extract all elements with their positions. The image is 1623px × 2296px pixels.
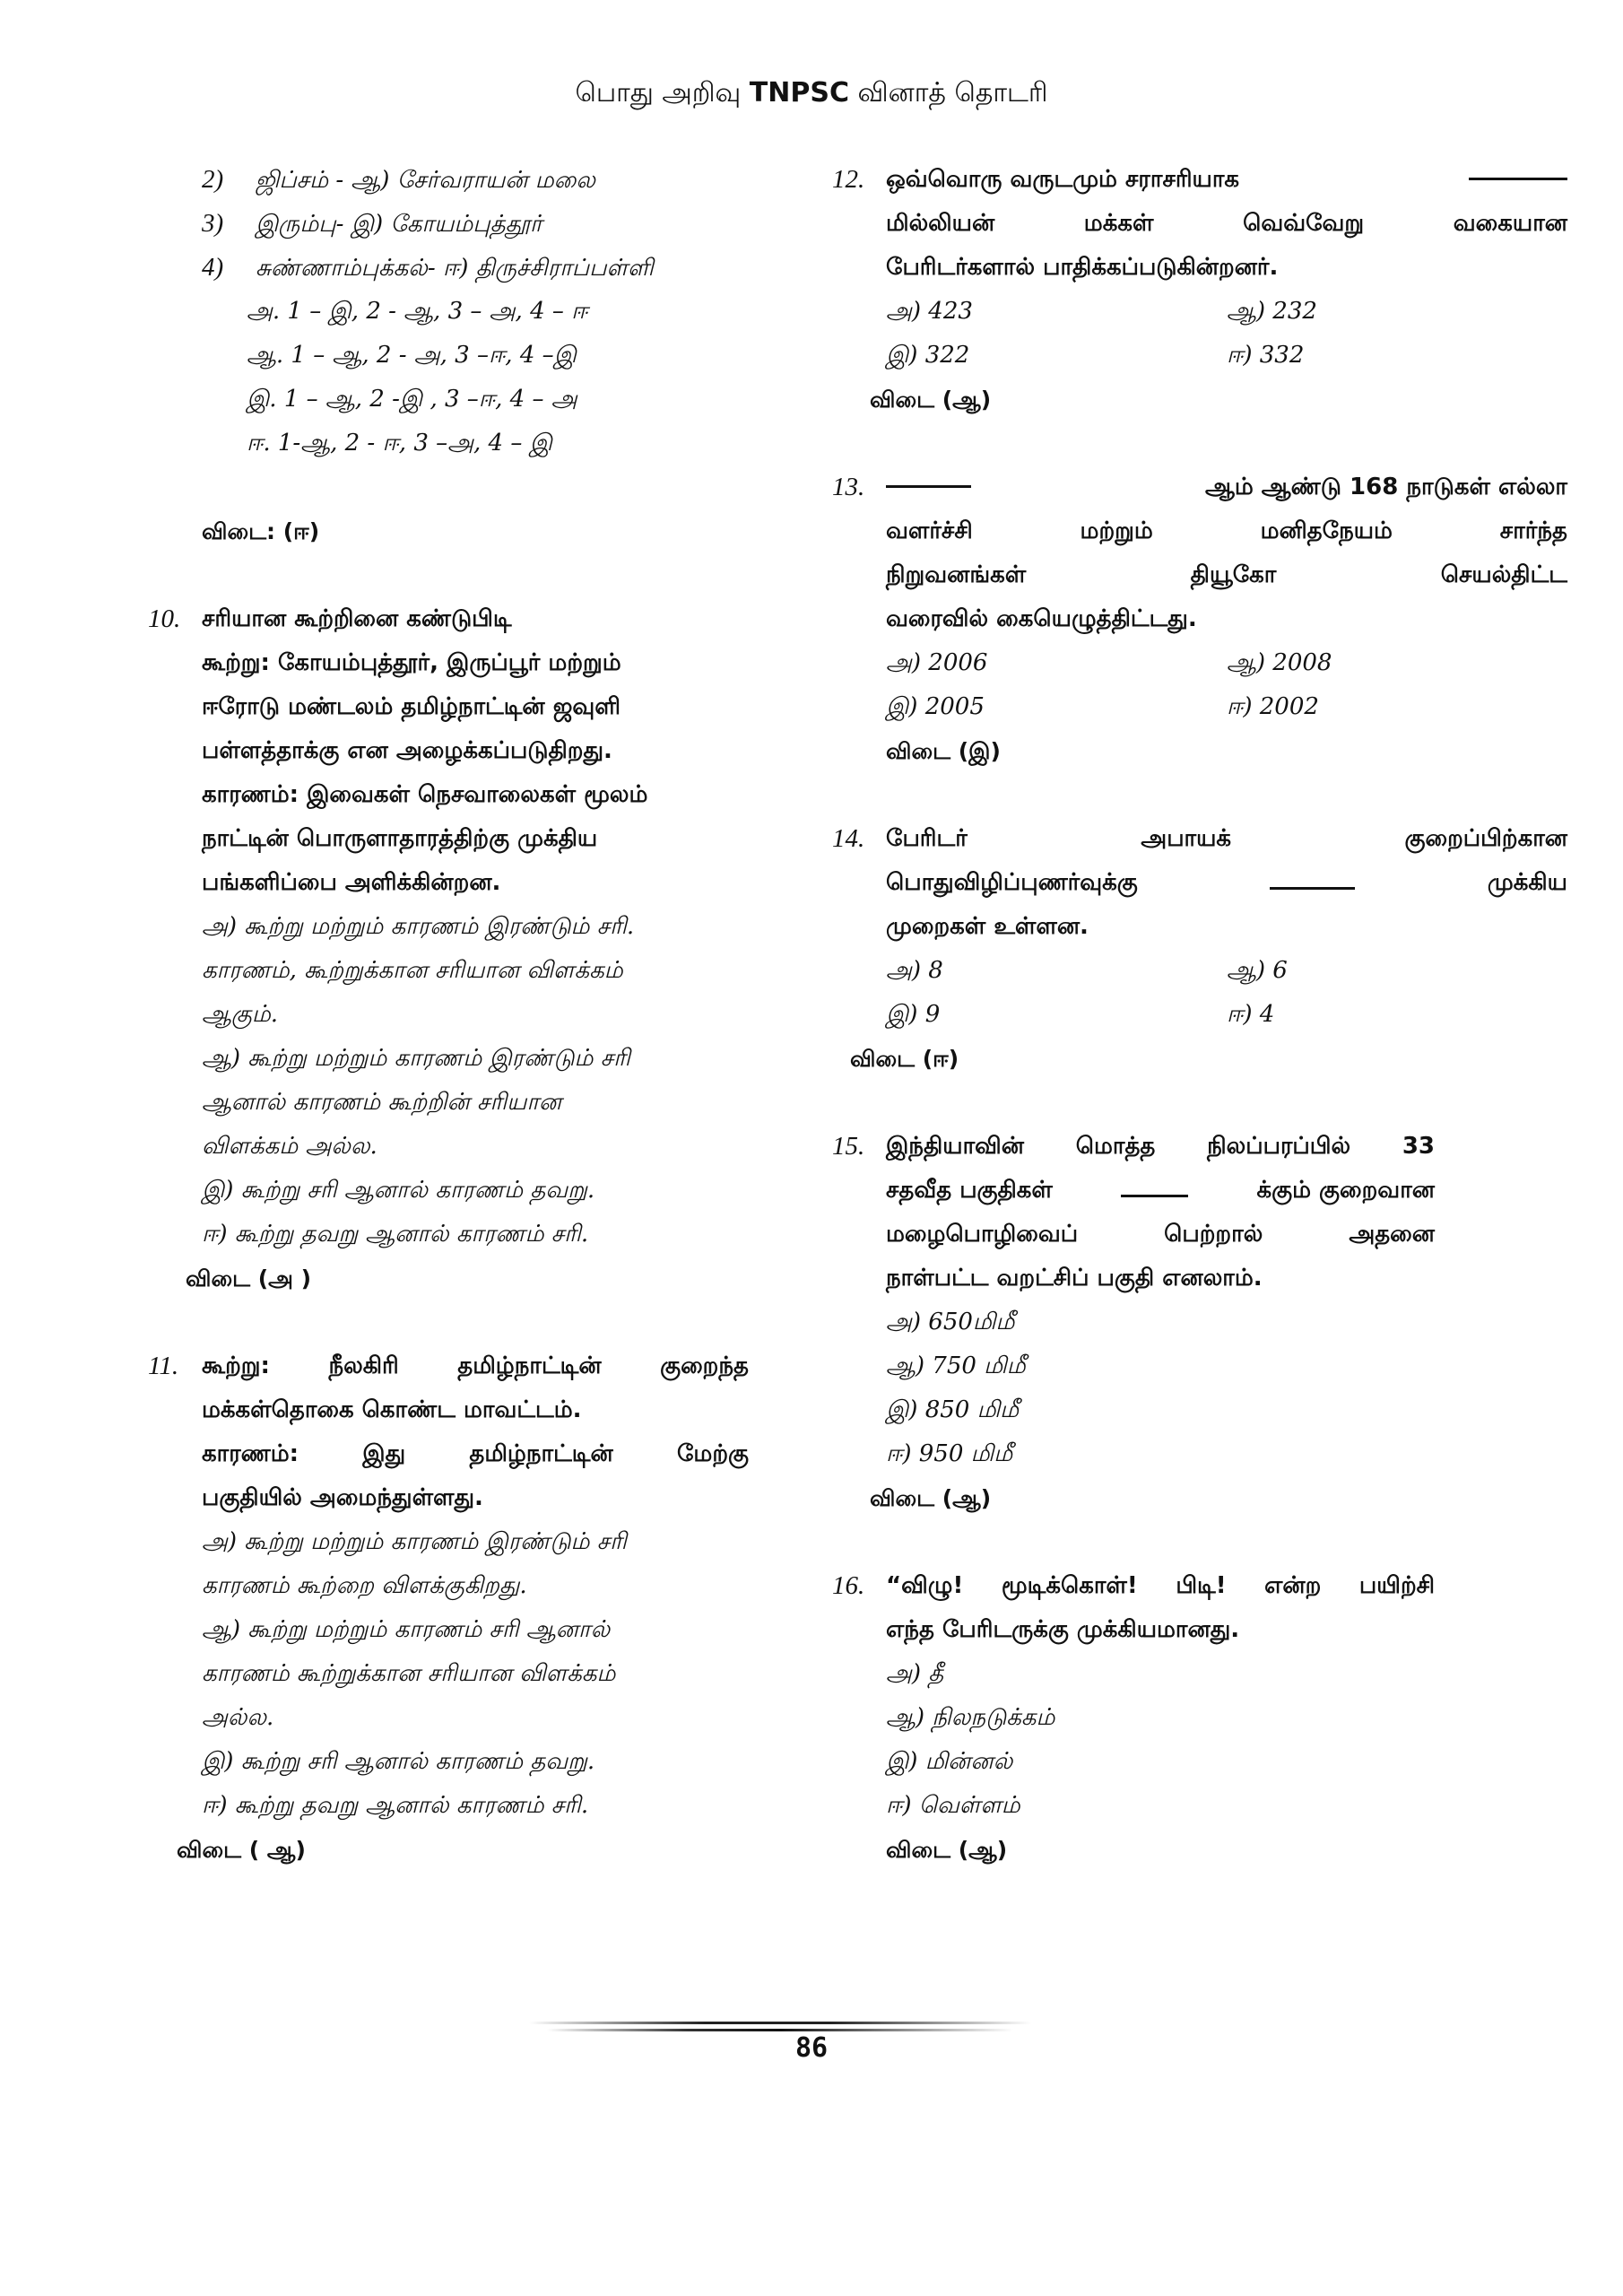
option: அ) 650மிமீ <box>886 1309 1015 1335</box>
option: ஈ) கூற்று தவறு ஆனால் காரணம் சரி. <box>202 1221 589 1248</box>
option: இ) 2005 <box>886 693 985 720</box>
question-text: பகுதியில் அமைந்துள்ளது. <box>202 1484 483 1511</box>
option: இ) கூற்று சரி ஆனால் காரணம் தவறு. <box>202 1748 595 1775</box>
question-text: இந்தியாவின் மொத்த நிலப்பரப்பில் 33 <box>886 1133 1435 1160</box>
question-9-continuation <box>148 158 749 553</box>
options-row <box>886 641 1567 685</box>
question-text: கூற்று: நீலகிரி தமிழ்நாட்டின் குறைந்த <box>202 1352 749 1379</box>
question-number: 16. <box>832 1571 865 1600</box>
left-column <box>148 158 749 1872</box>
question-text: சரியான கூற்றினை கண்டுபிடி <box>202 605 512 632</box>
option: ஆ) கூற்று மற்றும் காரணம் சரி ஆனால் <box>202 1616 611 1643</box>
option: ஈ) 332 <box>1227 342 1305 369</box>
question-text: மழைபொழிவைப் பெற்றால் அதனை <box>886 1221 1435 1248</box>
option: ஈ. 1-ஆ, 2 - ஈ, 3 –அ, 4 – இ <box>247 430 552 457</box>
option: காரணம், கூற்றுக்கான சரியான விளக்கம் <box>202 957 623 984</box>
fill-blank <box>1121 1175 1188 1197</box>
option: ஆ) கூற்று மற்றும் காரணம் இரண்டும் சரி <box>202 1045 630 1072</box>
header-title-prefix: பொது அறிவு <box>575 77 750 109</box>
page-number: 86 <box>794 2032 829 2064</box>
option: ஆகும். <box>202 1001 279 1028</box>
question-text: நாள்பட்ட வறட்சிப் பகுதி எனலாம். <box>886 1265 1263 1292</box>
match-item: 2) ஜிப்சம் - ஆ) சேர்வராயன் மலை <box>202 165 595 194</box>
option: அ) 8 <box>886 957 943 984</box>
question-text: ஈரோடு மண்டலம் தமிழ்நாட்டின் ஜவுளி <box>202 693 621 720</box>
answer: விடை (ஆ) <box>870 387 992 413</box>
answer: விடை (ஆ) <box>870 1485 992 1511</box>
option: ஆ) 2008 <box>1227 649 1332 676</box>
answer: விடை (ஆ) <box>886 1837 1008 1863</box>
options-row <box>886 685 1567 729</box>
match-item: 3) இரும்பு- இ) கோயம்புத்தூர் <box>202 209 542 238</box>
answer: விடை ( ஆ) <box>177 1837 306 1863</box>
answer: விடை: (ஈ) <box>202 518 320 544</box>
option: ஆ) நிலநடுக்கம் <box>886 1704 1055 1731</box>
option: ஆ. 1 – ஆ, 2 - அ, 3 –ஈ, 4 –இ <box>247 342 577 369</box>
option: ஆ) 750 மிமீ <box>886 1352 1026 1379</box>
question-text: நாட்டின் பொருளாதாரத்திற்கு முக்திய <box>202 825 598 852</box>
fill-blank <box>1270 867 1355 890</box>
question-text: ஒவ்வொரு வருடமும் சராசரியாக <box>886 166 1240 193</box>
question-number: 15. <box>832 1132 865 1161</box>
option: இ) 9 <box>886 1001 941 1028</box>
match-item: 4) சுண்ணாம்புக்கல்- ஈ) திருச்சிராப்பள்ளி <box>202 253 654 282</box>
question-text: வரைவில் கையெழுத்திட்டது. <box>886 605 1197 632</box>
option: ஈ) வெள்ளம் <box>886 1792 1020 1819</box>
question-text: காரணம்: இவைகள் நெசவாலைகள் மூலம் <box>202 781 648 808</box>
page-header <box>0 77 1623 112</box>
option: இ) 850 மிமீ <box>886 1396 1020 1423</box>
question-text: முறைகள் உள்ளன. <box>886 913 1089 940</box>
question-text: மக்கள்தொகை கொண்ட மாவட்டம். <box>202 1396 582 1423</box>
option: அ) 2006 <box>886 649 988 676</box>
option: அ) கூற்று மற்றும் காரணம் இரண்டும் சரி. <box>202 913 635 940</box>
option: ஈ) கூற்று தவறு ஆனால் காரணம் சரி. <box>202 1792 589 1819</box>
question-number: 10. <box>148 604 181 633</box>
option: இ) 322 <box>886 342 970 369</box>
option: ஆனால் காரணம் கூற்றின் சரியான <box>202 1089 562 1116</box>
options-row <box>886 334 1567 378</box>
option: அ) தீ <box>886 1660 944 1687</box>
question-text: சதவீத பகுதிகள் <box>886 1177 1053 1204</box>
option: ஈ) 4 <box>1227 1001 1275 1028</box>
question-16 <box>832 1564 1435 1872</box>
question-text: காரணம்: இது தமிழ்நாட்டின் மேற்கு <box>202 1440 749 1467</box>
header-title-suffix: வினாத் தொடரி <box>848 77 1048 109</box>
answer: விடை (அ ) <box>186 1265 312 1292</box>
question-text: ஆம் ஆண்டு 168 நாடுகள் எல்லா <box>1204 474 1567 500</box>
question-text: நிறுவனங்கள் தியூகோ செயல்திட்ட <box>886 561 1567 588</box>
options-row <box>886 993 1567 1037</box>
question-text: வளர்ச்சி மற்றும் மனிதநேயம் சார்ந்த <box>886 517 1567 544</box>
question-text: பொதுவிழிப்புணர்வுக்கு <box>886 869 1138 896</box>
question-number: 13. <box>832 473 865 501</box>
footer-divider <box>547 2029 1013 2031</box>
question-text: “விழு! மூடிக்கொள்! பிடி! என்ற பயிற்சி <box>886 1572 1435 1599</box>
footer-divider <box>529 2022 1031 2024</box>
question-12 <box>832 158 1567 378</box>
option: அ) 423 <box>886 298 973 325</box>
option: ஆ) 232 <box>1227 298 1317 325</box>
option: இ) மின்னல் <box>886 1748 1013 1775</box>
option: விளக்கம் அல்ல. <box>202 1133 378 1160</box>
option: இ) கூற்று சரி ஆனால் காரணம் தவறு. <box>202 1177 595 1204</box>
question-text: பேரிடர் அபாயக் குறைப்பிற்கான <box>886 825 1567 852</box>
answer: விடை (ஈ) <box>850 1046 959 1072</box>
question-text: கூற்று: கோயம்புத்தூர், இருப்பூர் மற்றும் <box>202 649 621 676</box>
option: ஈ) 950 மிமீ <box>886 1440 1013 1467</box>
question-number: 11. <box>148 1352 179 1380</box>
question-text: பள்ளத்தாக்கு என அழைக்கப்படுதிறது. <box>202 737 612 764</box>
option: அல்ல. <box>202 1704 274 1731</box>
answer: விடை (இ) <box>886 738 1001 764</box>
options-row <box>886 949 1567 993</box>
option: இ. 1 – ஆ, 2 -இ , 3 –ஈ, 4 – அ <box>247 386 577 413</box>
question-number: 12. <box>832 165 865 194</box>
option: ஈ) 2002 <box>1227 693 1319 720</box>
option: ஆ) 6 <box>1227 957 1288 984</box>
question-10 <box>148 597 749 1257</box>
option: அ) கூற்று மற்றும் காரணம் இரண்டும் சரி <box>202 1528 627 1555</box>
question-text: பேரிடர்களால் பாதிக்கப்படுகின்றனர். <box>886 254 1279 281</box>
option: அ. 1 – இ, 2 - ஆ, 3 – அ, 4 – ஈ <box>247 298 588 325</box>
header-brand: TNPSC <box>749 77 849 109</box>
right-column <box>832 158 1567 1872</box>
question-text: முக்கிய <box>1487 869 1567 896</box>
options-row <box>886 290 1567 334</box>
question-13 <box>832 465 1567 773</box>
question-text: எந்த பேரிடருக்கு முக்கியமானது. <box>886 1616 1240 1643</box>
question-15 <box>832 1125 1435 1476</box>
question-number: 14. <box>832 824 865 853</box>
fill-blank <box>886 465 971 488</box>
question-11 <box>148 1344 749 1828</box>
fill-blank <box>1469 158 1567 180</box>
option: காரணம் கூற்றுக்கான சரியான விளக்கம் <box>202 1660 616 1687</box>
question-14 <box>832 817 1567 1037</box>
option: காரணம் கூற்றை விளக்குகிறது. <box>202 1572 527 1599</box>
question-text: க்கும் குறைவான <box>1256 1177 1435 1204</box>
question-text: பங்களிப்பை அளிக்கின்றன. <box>202 869 501 896</box>
question-text: மில்லியன் மக்கள் வெவ்வேறு வகையான <box>886 210 1567 237</box>
